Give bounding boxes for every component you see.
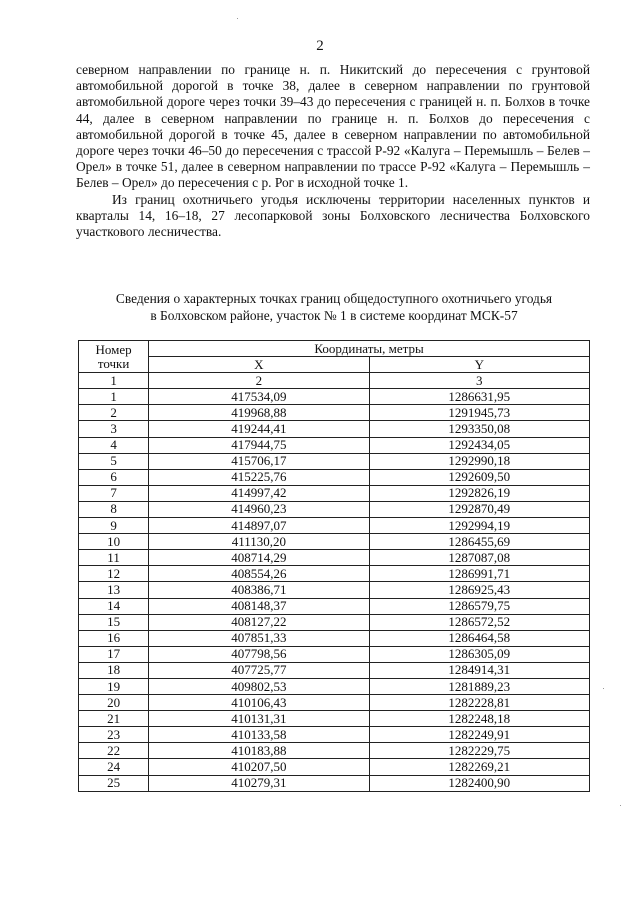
y-coordinate-cell: 1284914,31 bbox=[369, 662, 589, 678]
table-row bbox=[79, 711, 590, 727]
y-coordinate-cell: 1292990,18 bbox=[369, 453, 589, 469]
point-number-cell: 11 bbox=[79, 550, 149, 566]
x-coordinate-cell: 410207,50 bbox=[149, 759, 369, 775]
header-point-line-2: точки bbox=[97, 355, 130, 371]
y-coordinate-cell: 1282248,18 bbox=[369, 711, 589, 727]
y-coordinate-cell: 1292826,19 bbox=[369, 485, 589, 501]
x-coordinate-cell: 408127,22 bbox=[149, 614, 369, 630]
y-coordinate-cell: 1293350,08 bbox=[369, 421, 589, 437]
y-coordinate-cell: 1286305,09 bbox=[369, 646, 589, 662]
point-number-cell: 12 bbox=[79, 566, 149, 582]
point-number-cell: 13 bbox=[79, 582, 149, 598]
y-coordinate-cell: 1281889,23 bbox=[369, 678, 589, 694]
x-coordinate-cell: 410131,31 bbox=[149, 711, 369, 727]
table-row bbox=[79, 453, 590, 469]
point-number-cell: 18 bbox=[79, 662, 149, 678]
point-number-cell: 22 bbox=[79, 743, 149, 759]
x-coordinate-cell: 414897,07 bbox=[149, 518, 369, 534]
point-number-cell: 15 bbox=[79, 614, 149, 630]
point-number-cell: 3 bbox=[79, 421, 149, 437]
y-coordinate-cell: 1282229,75 bbox=[369, 743, 589, 759]
table-row bbox=[79, 614, 590, 630]
table-row bbox=[79, 501, 590, 517]
point-number-cell: 20 bbox=[79, 695, 149, 711]
table-caption bbox=[76, 291, 592, 324]
x-coordinate-cell: 415225,76 bbox=[149, 469, 369, 485]
x-coordinate-cell: 408554,26 bbox=[149, 566, 369, 582]
y-coordinate-cell: 1282400,90 bbox=[369, 775, 589, 791]
x-coordinate-cell: 409802,53 bbox=[149, 678, 369, 694]
x-coordinate-cell: 408148,37 bbox=[149, 598, 369, 614]
table-row bbox=[79, 437, 590, 453]
header-coordinates: Координаты, метры bbox=[149, 341, 590, 357]
y-coordinate-cell: 1287087,08 bbox=[369, 550, 589, 566]
point-number-cell: 19 bbox=[79, 678, 149, 694]
table-row bbox=[79, 775, 590, 791]
table-row bbox=[79, 485, 590, 501]
x-coordinate-cell: 410106,43 bbox=[149, 695, 369, 711]
page-number: 2 bbox=[316, 38, 324, 54]
y-coordinate-cell: 1291945,73 bbox=[369, 405, 589, 421]
x-coordinate-cell: 414960,23 bbox=[149, 501, 369, 517]
table-row bbox=[79, 582, 590, 598]
table-caption-line-2: в Болховском районе, участок № 1 в системе координат МСК-57 bbox=[150, 307, 518, 323]
x-coordinate-cell: 417944,75 bbox=[149, 437, 369, 453]
x-coordinate-cell: 407725,77 bbox=[149, 662, 369, 678]
table-row bbox=[79, 743, 590, 759]
x-coordinate-cell: 410133,58 bbox=[149, 727, 369, 743]
y-coordinate-cell: 1286991,71 bbox=[369, 566, 589, 582]
table-row bbox=[79, 534, 590, 550]
table-caption-line-1: Сведения о характерных точках границ общедоступного охотничьего угодья bbox=[115, 291, 553, 306]
x-coordinate-cell: 414997,42 bbox=[149, 485, 369, 501]
table-row bbox=[79, 662, 590, 678]
point-number-cell: 24 bbox=[79, 759, 149, 775]
table-row bbox=[79, 518, 590, 534]
x-coordinate-cell: 415706,17 bbox=[149, 453, 369, 469]
column-number: 1 bbox=[79, 373, 149, 389]
x-coordinate-cell: 408386,71 bbox=[149, 582, 369, 598]
column-number: 2 bbox=[149, 373, 369, 389]
y-coordinate-cell: 1292870,49 bbox=[369, 501, 589, 517]
header-y: Y bbox=[369, 357, 589, 373]
table-row bbox=[79, 630, 590, 646]
y-coordinate-cell: 1286455,69 bbox=[369, 534, 589, 550]
y-coordinate-cell: 1286925,43 bbox=[369, 582, 589, 598]
point-number-cell: 17 bbox=[79, 646, 149, 662]
coordinates-table bbox=[78, 340, 590, 792]
table-row bbox=[79, 405, 590, 421]
x-coordinate-cell: 411130,20 bbox=[149, 534, 369, 550]
table-header-row bbox=[79, 341, 590, 357]
table-row bbox=[79, 646, 590, 662]
y-coordinate-cell: 1292994,19 bbox=[369, 518, 589, 534]
table-row bbox=[79, 389, 590, 405]
point-number-cell: 9 bbox=[79, 518, 149, 534]
y-coordinate-cell: 1282249,91 bbox=[369, 727, 589, 743]
table-subheader-row bbox=[79, 357, 590, 373]
point-number-cell: 6 bbox=[79, 469, 149, 485]
point-number-cell: 4 bbox=[79, 437, 149, 453]
scan-speck bbox=[603, 688, 604, 689]
table-body bbox=[79, 389, 590, 791]
x-coordinate-cell: 419968,88 bbox=[149, 405, 369, 421]
scan-speck bbox=[620, 805, 621, 806]
point-number-cell: 23 bbox=[79, 727, 149, 743]
point-number-cell: 10 bbox=[79, 534, 149, 550]
header-x: X bbox=[149, 357, 369, 373]
point-number-cell: 16 bbox=[79, 630, 149, 646]
point-number-cell: 5 bbox=[79, 453, 149, 469]
y-coordinate-cell: 1286631,95 bbox=[369, 389, 589, 405]
y-coordinate-cell: 1286464,58 bbox=[369, 630, 589, 646]
y-coordinate-cell: 1286572,52 bbox=[369, 614, 589, 630]
y-coordinate-cell: 1292434,05 bbox=[369, 437, 589, 453]
table-row bbox=[79, 550, 590, 566]
y-coordinate-cell: 1292609,50 bbox=[369, 469, 589, 485]
x-coordinate-cell: 419244,41 bbox=[149, 421, 369, 437]
x-coordinate-cell: 408714,29 bbox=[149, 550, 369, 566]
column-number: 3 bbox=[369, 373, 589, 389]
table-row bbox=[79, 678, 590, 694]
x-coordinate-cell: 417534,09 bbox=[149, 389, 369, 405]
y-coordinate-cell: 1286579,75 bbox=[369, 598, 589, 614]
paragraph-route-description: северном направлении по границе н. п. Никитский до пересечения с грунтовой автомобильной дорогой в точке 38, далее в северном направлении по грунтовой автомобильной дороге через точки 39–43 до пересечения с границей н. п. Болхов в точке 44, далее в северном направлении по границе н. п. Болхов до пересечения с автомобильной дорогой в точке 45, далее в северном направлении по автомобильной дороге через точки 46–50 до пересечения с трассой Р-92 «Калуга – Перемышль – Белев – Орел» в точке 51, далее в северном направлении по трассе Р-92 «Калуга – Перемышль – Белев – Орел» до пересечения с р. Рог в исходной точке 1. bbox=[76, 62, 590, 191]
table-row bbox=[79, 469, 590, 485]
table-row bbox=[79, 759, 590, 775]
scan-speck bbox=[237, 18, 238, 19]
table-row bbox=[79, 695, 590, 711]
x-coordinate-cell: 407851,33 bbox=[149, 630, 369, 646]
point-number-cell: 25 bbox=[79, 775, 149, 791]
paragraph-exclusions: Из границ охотничьего угодья исключены территории населенных пунктов и кварталы 14, 16–18, 27 лесопарковой зоны Болховского лесничества Болховского участкового лесничества. bbox=[76, 191, 590, 240]
column-number-row bbox=[79, 373, 590, 389]
table-row bbox=[79, 421, 590, 437]
point-number-cell: 21 bbox=[79, 711, 149, 727]
point-number-cell: 8 bbox=[79, 501, 149, 517]
point-number-cell: 1 bbox=[79, 389, 149, 405]
header-point-line-1: Номер bbox=[95, 341, 132, 357]
x-coordinate-cell: 410279,31 bbox=[149, 775, 369, 791]
header-point-number bbox=[79, 341, 149, 373]
x-coordinate-cell: 407798,56 bbox=[149, 646, 369, 662]
table-row bbox=[79, 727, 590, 743]
point-number-cell: 14 bbox=[79, 598, 149, 614]
point-number-cell: 7 bbox=[79, 485, 149, 501]
table-row bbox=[79, 566, 590, 582]
x-coordinate-cell: 410183,88 bbox=[149, 743, 369, 759]
table-row bbox=[79, 598, 590, 614]
y-coordinate-cell: 1282228,81 bbox=[369, 695, 589, 711]
point-number-cell: 2 bbox=[79, 405, 149, 421]
body-text bbox=[76, 62, 590, 240]
y-coordinate-cell: 1282269,21 bbox=[369, 759, 589, 775]
